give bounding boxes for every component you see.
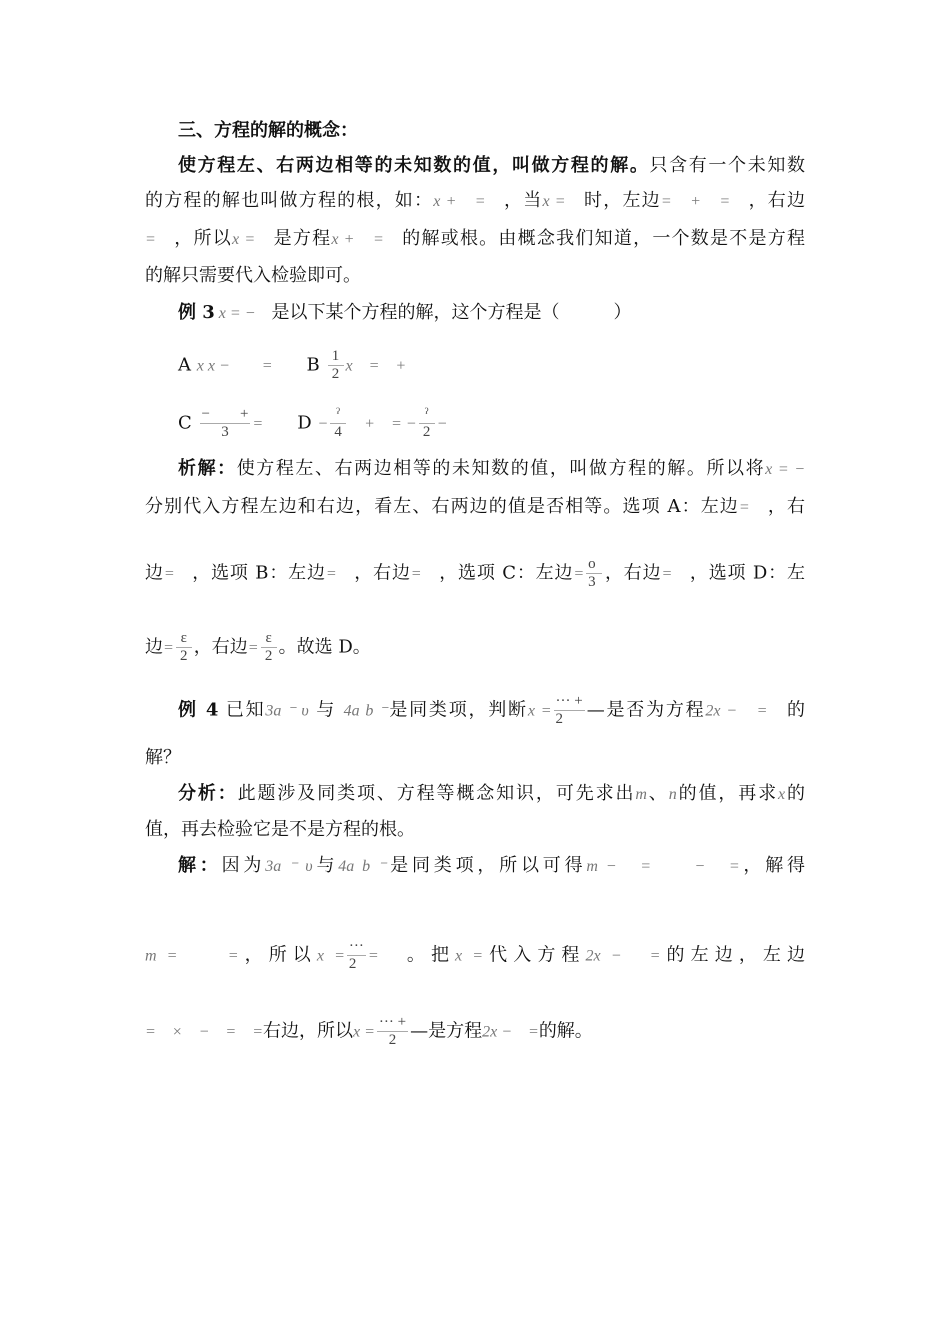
math-expression: = — [573, 565, 585, 583]
body-text: 。把 — [406, 944, 456, 966]
body-text: 。故选 D。 — [278, 636, 371, 658]
fraction-numerator: ε — [261, 630, 277, 648]
math-expression: + = − — [348, 415, 417, 433]
math-expression: 3a ⁻ υ — [265, 702, 309, 720]
fraction-numerator: ˀ — [330, 406, 346, 424]
body-text: 、 — [646, 783, 669, 804]
math-fraction — [328, 348, 344, 383]
body-text: 的解。 — [538, 1020, 593, 1042]
math-expression: x = — [353, 1023, 375, 1041]
fraction-numerator: ˀ — [419, 406, 435, 424]
math-expression: 2x − = — [585, 947, 661, 965]
math-expression: = — [163, 639, 174, 657]
math-expression: = — [145, 231, 175, 248]
math-expression: x = — [455, 947, 484, 965]
math-fraction — [419, 406, 435, 441]
body-text: ，解得 — [739, 855, 806, 876]
math-expression: x = — [316, 947, 345, 965]
fraction-denominator: 2 — [348, 956, 357, 972]
body-text: ，右边 — [604, 562, 662, 584]
text-line — [178, 458, 805, 481]
fraction-numerator: 1 — [328, 348, 344, 366]
fraction-numerator: ··· + — [555, 693, 583, 709]
bold-text: 三、方程的解的概念： — [178, 120, 358, 141]
body-text: —是方程 — [410, 1020, 483, 1042]
text-line — [145, 747, 805, 769]
math-expression: = — [252, 415, 264, 433]
body-text: ，选项 D：左 — [689, 562, 805, 584]
body-text: 值，再去检验它是不是方程的根。 — [145, 819, 415, 840]
body-text: 时，左边 — [584, 190, 661, 211]
body-text: 的 — [787, 699, 806, 721]
text-line — [145, 630, 805, 665]
body-text: 此题涉及同类项、方程等概念知识，可先求出 — [237, 783, 636, 804]
math-expression: m = = — [145, 947, 239, 965]
bold-text: 析解： — [178, 458, 237, 479]
body-text: 的左边，左边 — [660, 944, 806, 966]
fraction-denominator: 2 — [180, 648, 188, 664]
math-expression: x = — [542, 193, 585, 210]
fraction-denominator: 2 — [555, 711, 564, 727]
body-text: —是否为方程 — [586, 699, 706, 721]
text-line — [145, 265, 805, 287]
math-expression: x + = — [331, 231, 403, 248]
math-expression: x + = — [433, 193, 505, 210]
text-line — [178, 783, 805, 806]
body-text: 使方程左、右两边相等的未知数的值，叫做方程的解。所以将 — [236, 458, 766, 479]
math-expression: 2x − = — [705, 702, 788, 720]
text-line — [145, 1014, 805, 1049]
body-text: 已知 — [218, 699, 266, 721]
fraction-numerator: ··· — [348, 938, 364, 954]
body-text: ，右边 — [748, 190, 806, 211]
text-line — [178, 120, 805, 142]
body-text: 是同类项，所以可得 — [386, 855, 587, 876]
fraction-denominator: 4 — [334, 424, 342, 440]
body-text: 与 — [308, 699, 344, 721]
fraction-denominator: 2 — [422, 424, 431, 440]
body-text: 与 — [312, 855, 339, 876]
math-expression: = — [247, 639, 259, 657]
body-text: B — [306, 354, 326, 376]
math-fraction — [377, 1014, 408, 1049]
math-expression: 2x − = — [482, 1023, 539, 1041]
math-fraction — [347, 938, 366, 973]
text-line — [145, 819, 805, 841]
body-text: 是以下某个方程的解，这个方程是（ ） — [271, 302, 632, 323]
math-expression: x x − = — [196, 357, 273, 375]
body-text: 右边，所以 — [263, 1020, 353, 1042]
math-expression: 4a b ⁻ — [343, 702, 388, 720]
fraction-denominator: 2 — [264, 648, 273, 664]
math-fraction — [176, 630, 192, 665]
body-text: ，右边 — [193, 636, 248, 658]
body-text: ，当 — [504, 190, 543, 211]
body-text: 分别代入方程左边和右边，看左、右两边的值是否相等。选项 A：左边 — [145, 496, 739, 517]
body-text: D — [297, 412, 318, 434]
math-expression: = — [410, 565, 440, 583]
math-fraction — [554, 693, 585, 728]
text-line — [145, 228, 805, 251]
body-text: 是同类项，判断 — [387, 699, 528, 721]
body-text: 的 — [785, 783, 806, 804]
text-line — [145, 190, 805, 213]
math-expression: − — [317, 415, 329, 433]
math-expression: = × − = = — [145, 1023, 263, 1041]
math-expression: = + = — [660, 193, 749, 210]
math-expression: − — [436, 415, 448, 433]
text-line — [178, 855, 805, 878]
body-text: ，所以 — [174, 228, 232, 249]
math-expression: = — [163, 565, 193, 583]
math-expression: = — [661, 565, 690, 583]
body-text: 的值，再求 — [676, 783, 779, 804]
math-expression: x = − — [214, 305, 272, 322]
body-text: 边 — [145, 562, 164, 584]
math-expression: x = — [527, 702, 552, 720]
fraction-denominator: 2 — [388, 1032, 397, 1048]
math-fraction — [261, 630, 277, 665]
fraction-denominator: 3 — [221, 424, 229, 440]
text-line — [178, 348, 805, 383]
body-text: ，右边 — [354, 562, 411, 584]
text-line — [178, 406, 805, 441]
text-line — [178, 302, 805, 325]
fraction-numerator: ε — [176, 630, 192, 648]
text-line — [145, 556, 805, 591]
math-expression: = — [738, 499, 768, 516]
bold-text: 例 4 — [178, 699, 219, 721]
bold-text: 解： — [178, 855, 222, 876]
math-expression: x — [778, 786, 786, 803]
fraction-numerator: o — [586, 556, 602, 574]
fraction-denominator: 2 — [331, 366, 340, 382]
math-expression: 3a ⁻ υ — [265, 858, 313, 875]
body-text: 解？ — [145, 747, 181, 768]
math-expression: x = − — [765, 461, 805, 478]
text-line — [145, 938, 805, 973]
bold-text: 使方程左、右两边相等的未知数的值，叫做方程的解。 — [178, 155, 650, 176]
math-expression: x = + — [345, 357, 407, 375]
math-fraction — [330, 406, 346, 441]
bold-text: 分析： — [178, 783, 238, 804]
math-expression: 4a b ⁻ — [338, 858, 387, 875]
fraction-numerator: − + — [201, 406, 249, 422]
text-line — [178, 693, 805, 728]
body-text: A — [178, 354, 197, 376]
math-fraction — [200, 406, 251, 441]
math-expression: x = — [232, 231, 274, 248]
fraction-numerator: ··· + — [378, 1014, 407, 1030]
body-text: ，右 — [767, 496, 805, 517]
body-text: 的解只需要代入检验即可。 — [145, 265, 361, 286]
body-text: 的解或根。由概念我们知道，一个数是不是方程 — [402, 228, 805, 249]
bold-text: 例 3 — [178, 302, 215, 323]
text-line — [178, 155, 805, 177]
text-line — [145, 496, 805, 519]
fraction-denominator: 3 — [588, 574, 596, 590]
math-fraction — [586, 556, 602, 591]
math-expression: = — [325, 565, 355, 583]
body-text: ，所以 — [238, 944, 317, 966]
body-text: ，选项 B：左边 — [192, 562, 326, 584]
body-text: 因为 — [221, 855, 266, 876]
math-expression: n — [668, 786, 677, 803]
body-text: 是方程 — [273, 228, 332, 249]
math-expression: = — [367, 947, 407, 965]
body-text: 的方程的解也叫做方程的根，如： — [145, 190, 434, 211]
body-text: 只含有一个未知数 — [649, 155, 805, 176]
body-text: 边 — [145, 636, 163, 658]
body-text: C — [178, 412, 198, 434]
math-expression: m − = − = — [586, 858, 740, 875]
math-expression: m — [635, 786, 647, 803]
body-text: ，选项 C：左边 — [439, 562, 574, 584]
body-text: 代入方程 — [483, 944, 586, 966]
